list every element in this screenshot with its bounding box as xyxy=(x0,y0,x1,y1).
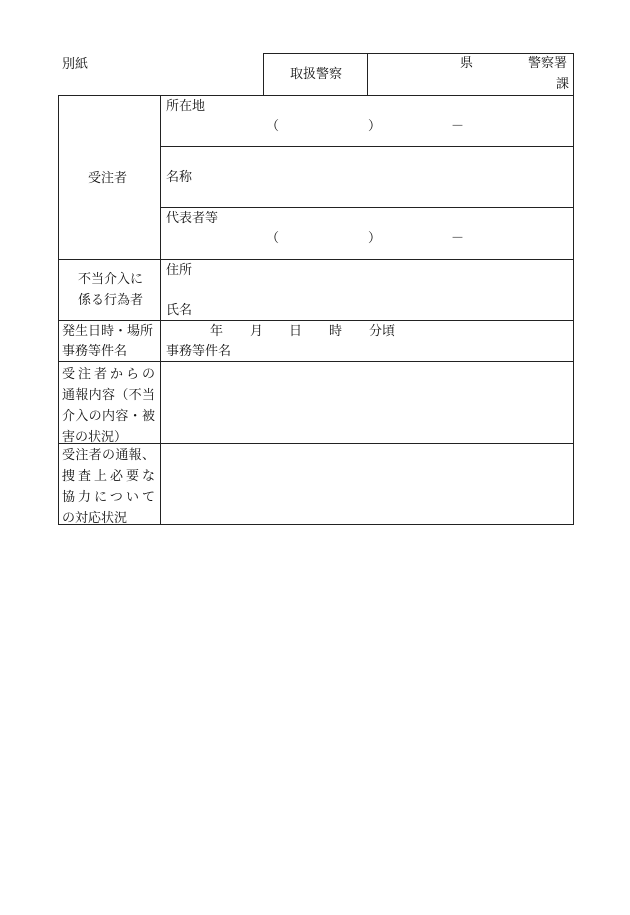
report-content-label-line: 受注者からの xyxy=(62,367,155,382)
prefecture-label: 県 xyxy=(460,56,474,71)
work-name-label: 事務等件名 xyxy=(166,344,232,359)
cooperation-label-line: 捜査上必要な xyxy=(62,469,155,484)
report-content-label xyxy=(62,364,155,448)
report-content-label-line: 害の状況） xyxy=(62,430,128,445)
attachment-label: 別紙 xyxy=(62,57,89,72)
main-left-border xyxy=(58,95,59,524)
row-divider-occurrence xyxy=(58,320,574,321)
perpetrator-label-line2: 係る行為者 xyxy=(78,293,144,308)
section-label: 課 xyxy=(556,77,570,92)
contractor-label: 受注者 xyxy=(88,171,128,186)
location-label: 所在地 xyxy=(166,99,206,114)
location-dash: － xyxy=(451,119,465,134)
header-left-border xyxy=(263,53,264,95)
header-divider xyxy=(367,53,368,95)
cooperation-label xyxy=(62,445,155,529)
report-content-label-line: 通報内容（不当 xyxy=(62,388,155,403)
location-paren-close: ） xyxy=(368,119,382,134)
minute-label: 分頃 xyxy=(369,324,396,339)
police-label: 取扱警察 xyxy=(290,67,343,82)
main-top-border xyxy=(58,95,574,96)
perpetrator-name-label: 氏名 xyxy=(166,303,193,318)
cooperation-label-line: の対応状況 xyxy=(62,511,128,526)
header-right-border xyxy=(573,53,574,95)
representative-label: 代表者等 xyxy=(166,211,219,226)
occurrence-label-line2: 事務等件名 xyxy=(62,344,128,359)
header-top-border xyxy=(263,53,574,54)
contractor-row-divider-1 xyxy=(160,146,574,147)
contractor-row-divider-2 xyxy=(160,207,574,208)
row-divider-perpetrator xyxy=(58,259,574,260)
hour-label: 時 xyxy=(329,324,343,339)
report-content-label-line: 介入の内容・被 xyxy=(62,409,155,424)
representative-dash: － xyxy=(451,231,465,246)
location-paren-open: （ xyxy=(266,119,280,134)
day-label: 日 xyxy=(289,324,303,339)
occurrence-label-line1: 発生日時・場所 xyxy=(62,324,154,339)
month-label: 月 xyxy=(250,324,264,339)
perpetrator-address-label: 住所 xyxy=(166,263,193,278)
representative-paren-close: ） xyxy=(368,231,382,246)
company-name-label: 名称 xyxy=(166,170,193,185)
police-station-label: 警察署 xyxy=(528,56,568,71)
representative-paren-open: （ xyxy=(266,231,280,246)
cooperation-label-line: 受注者の通報、 xyxy=(62,448,155,463)
row-divider-report xyxy=(58,361,574,362)
label-column-divider xyxy=(160,95,161,524)
main-right-border xyxy=(573,95,574,524)
cooperation-label-line: 協力について xyxy=(62,490,155,505)
year-label: 年 xyxy=(210,324,224,339)
perpetrator-label-line1: 不当介入に xyxy=(78,272,144,287)
